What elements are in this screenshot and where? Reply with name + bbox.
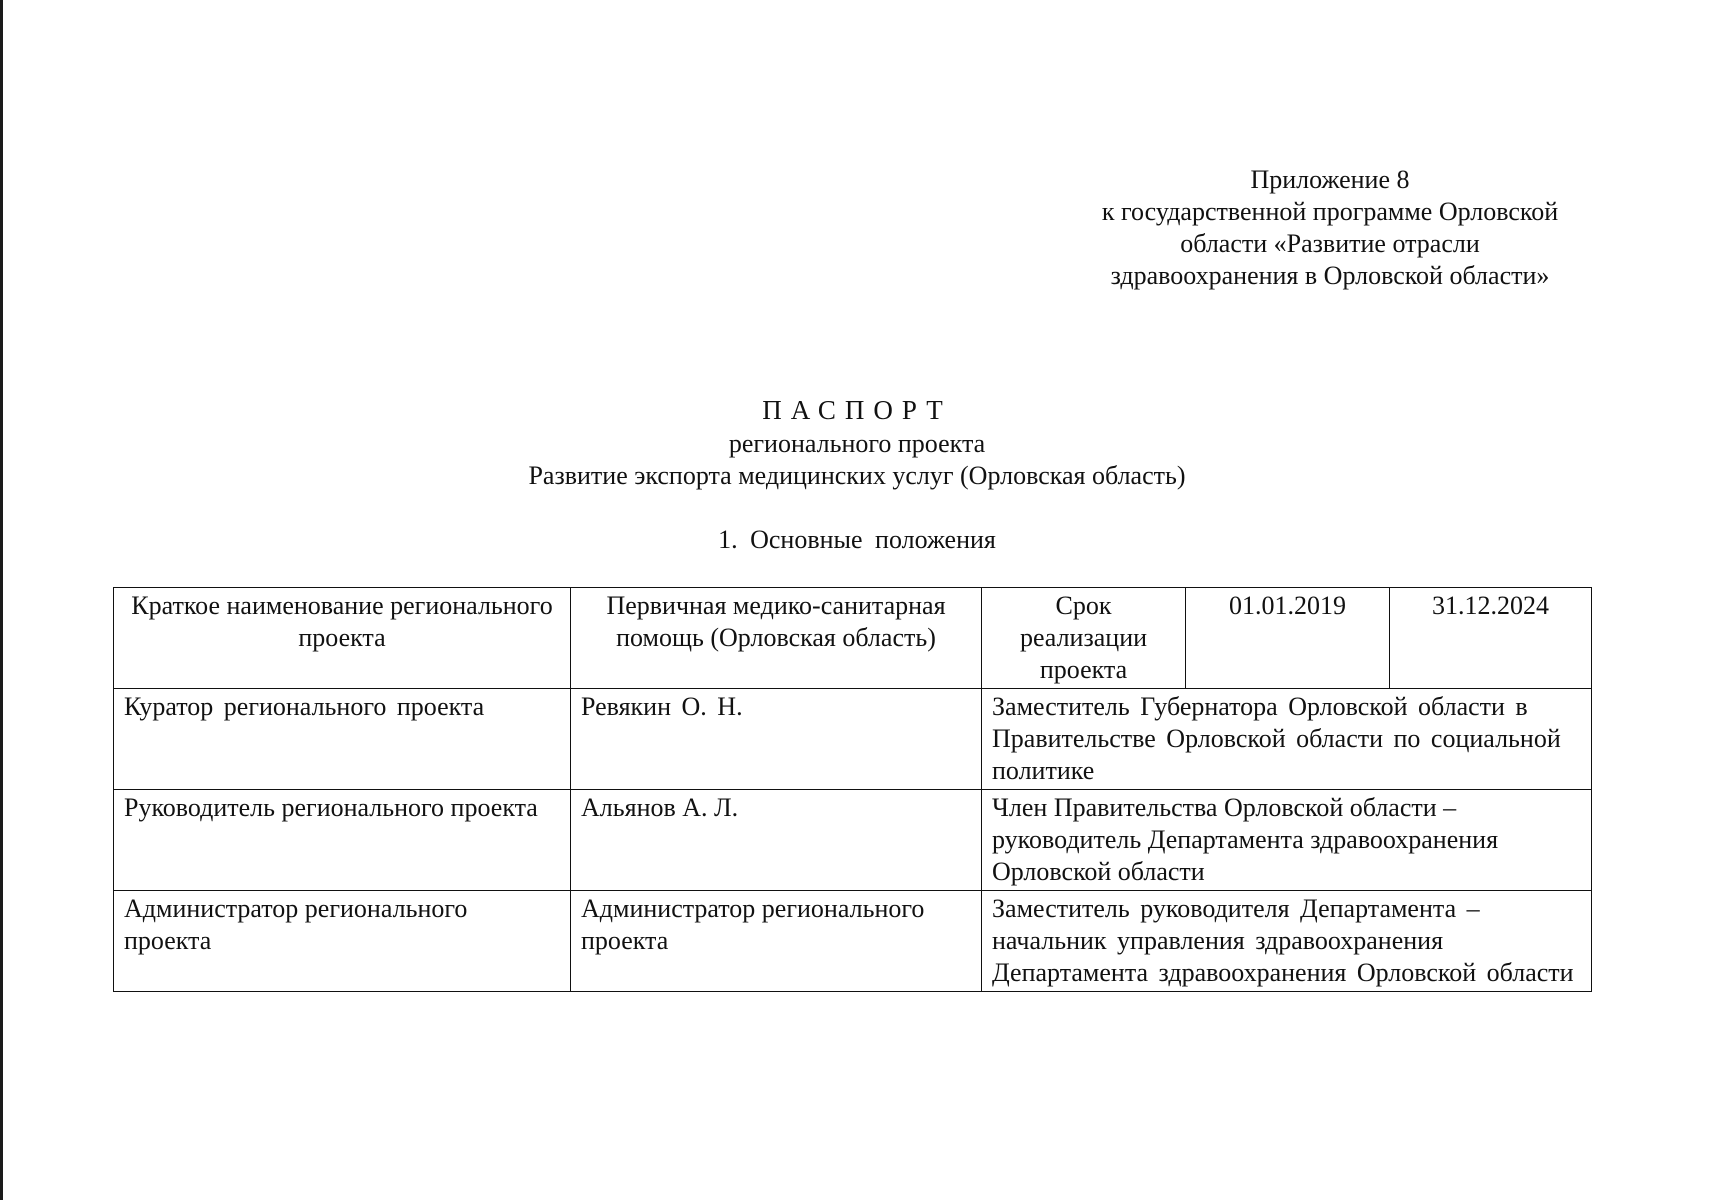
- term-label: Срок реализации проекта: [982, 588, 1186, 689]
- head-person: Альянов А. Л.: [571, 790, 982, 891]
- head-position: Член Правительства Орловской области – руководитель Департамента здравоохранения Орловской области: [982, 790, 1592, 891]
- head-label: Руководитель регионального проекта: [114, 790, 571, 891]
- annex-line-2: к государственной программе Орловской: [1101, 197, 1559, 226]
- curator-person: Ревякин О. Н.: [571, 689, 982, 790]
- short-name-value: Первичная медико-санитарная помощь (Орловская область): [571, 588, 982, 689]
- annex-line-3: области «Развитие отрасли: [1180, 229, 1480, 258]
- page-left-edge: [0, 0, 3, 1200]
- curator-label: Куратор регионального проекта: [114, 689, 571, 790]
- end-date: 31.12.2024: [1390, 588, 1592, 689]
- section-title: 1. Основные положения: [718, 525, 996, 554]
- short-name-label: Краткое наименование регионального проекта: [114, 588, 571, 689]
- administrator-label: Администратор регионального проекта: [114, 891, 571, 992]
- table-row-head: [114, 790, 1592, 891]
- start-date: 01.01.2019: [1186, 588, 1390, 689]
- project-name: Развитие экспорта медицинских услуг (Орловская область): [528, 461, 1186, 490]
- administrator-person: Администратор регионального проекта: [571, 891, 982, 992]
- passport-title: ПАСПОРТ: [762, 395, 952, 425]
- annex-heading: [1060, 164, 1600, 292]
- table-row-administrator: [114, 891, 1592, 992]
- main-provisions-table: [113, 587, 1592, 992]
- table-row-curator: [114, 689, 1592, 790]
- annex-line-4: здравоохранения в Орловской области»: [1110, 261, 1550, 290]
- administrator-position: Заместитель руководителя Департамента – начальник управления здравоохранения Департамента здравоохранения Орловской области: [982, 891, 1592, 992]
- annex-line-1: Приложение 8: [1250, 165, 1410, 194]
- passport-subtitle: регионального проекта: [728, 429, 986, 458]
- curator-position: Заместитель Губернатора Орловской области в Правительстве Орловской области по социальной политике: [982, 689, 1592, 790]
- table-row-short-name: [114, 588, 1592, 689]
